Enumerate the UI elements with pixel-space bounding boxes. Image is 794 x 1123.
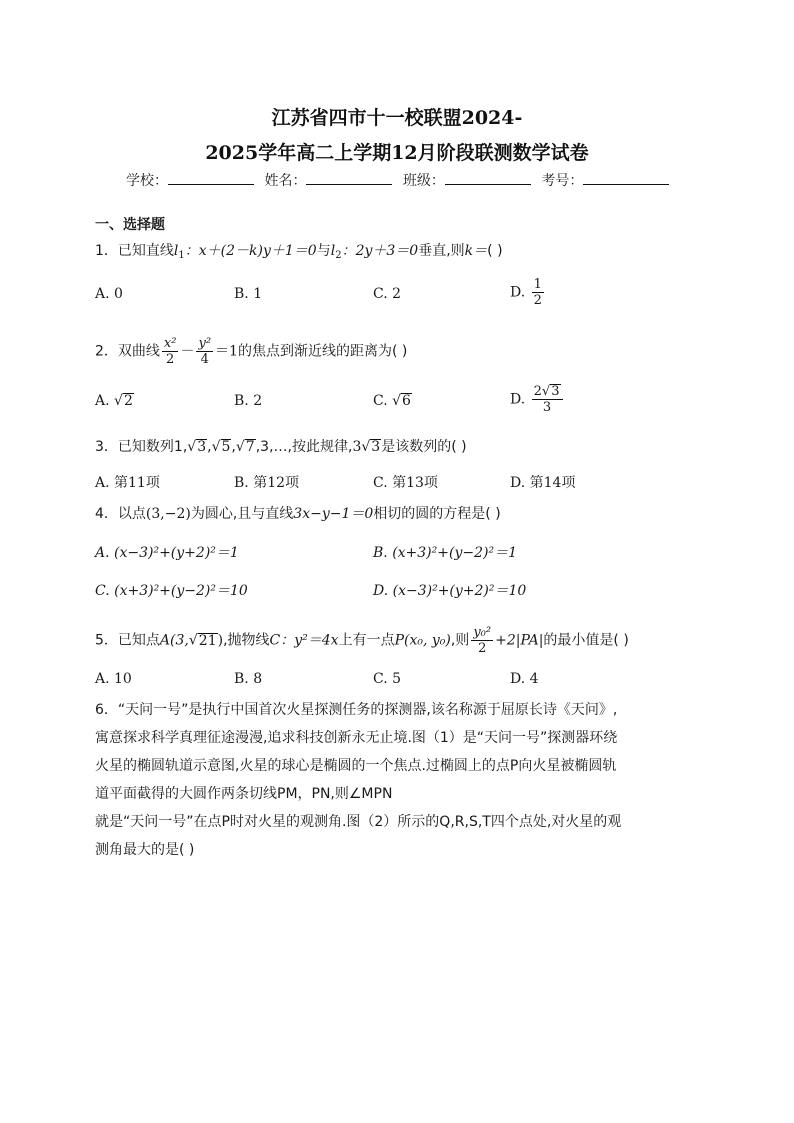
question-number: 4．	[95, 506, 118, 522]
coefficient: 2	[533, 384, 542, 399]
question-text: 已知数列1,	[117, 439, 188, 455]
math-symbol: l	[330, 243, 336, 259]
coefficient: 3	[352, 439, 362, 455]
question-text: 垂直,则	[418, 243, 465, 259]
radicand: 3	[197, 439, 207, 455]
q2-option-b[interactable]: B. 2	[234, 393, 263, 409]
option-letter: C.	[373, 393, 388, 409]
exam-title-line-2: 2025学年高二上学期12月阶段联测数学试卷	[205, 142, 589, 164]
math-equation: 3x−y−1＝0	[293, 506, 374, 522]
question-4	[95, 504, 705, 524]
fraction-denominator: 4	[200, 352, 209, 367]
q6-line-2: 寓意探求科学真理征途漫漫,追求科技创新永无止境.图（1）是“天问一号”探测器环绕	[95, 730, 618, 746]
math-point: A(3,	[159, 632, 189, 649]
q4-option-c[interactable]: C. (x+3)²+(y−2)²＝10	[95, 583, 248, 599]
option-letter: A.	[95, 393, 110, 409]
math-equation: ：x＋(2－k)y＋1＝0	[184, 243, 317, 259]
q5-option-c[interactable]: C. 5	[373, 671, 402, 687]
q3-option-b[interactable]: B. 第12项	[234, 475, 300, 491]
question-3: 3．已知数列1,√3,√5,√7,3,…,按此规律,3√3是该数列的( )	[95, 439, 467, 455]
name-blank[interactable]	[306, 170, 392, 185]
question-text: 与	[316, 243, 331, 259]
fraction-denominator: 2	[478, 641, 487, 656]
answer-bracket: ( )	[487, 243, 503, 259]
radicand: 3	[371, 439, 381, 455]
q6-line-6: 测角最大的是( )	[95, 842, 195, 858]
fraction-numerator: y₀²	[473, 625, 492, 640]
fraction-denominator: 3	[542, 400, 552, 415]
q5-option-b[interactable]: B. 8	[234, 671, 263, 687]
radicand: 5	[221, 439, 231, 455]
question-number: 1．	[95, 243, 118, 259]
q1-option-c[interactable]: C. 2	[373, 286, 402, 302]
question-text: 的焦点到渐近线的距离为( )	[237, 343, 408, 360]
question-5: 5．已知点A(3,√21),抛物线C：y²＝4x上有一点P(x₀, y₀),则 $\frac{\text{y₀²}}{2}$ +2|PA|的最小值是( )	[95, 625, 629, 656]
school-blank[interactable]	[168, 170, 254, 185]
q3-option-a[interactable]: A. 第11项	[95, 475, 160, 491]
q6-line-3: 火星的椭圆轨道示意图,火星的球心是椭圆的一个焦点.过椭圆上的点P向火星被椭圆轨	[95, 758, 617, 774]
fraction	[532, 384, 563, 415]
question-number: 5．	[95, 632, 118, 649]
radicand: 7	[245, 439, 255, 455]
q1-option-a[interactable]: A. 0	[95, 286, 123, 302]
q6-line-5: 就是“天问一号”在点P时对火星的观测角.图（2）所示的Q,R,S,T四个点处,对火星的观	[95, 814, 622, 830]
math-symbol: k＝	[464, 243, 488, 259]
question-text: 以点	[117, 506, 146, 522]
fraction	[532, 277, 544, 308]
math-equation: ：2y＋3＝0	[341, 243, 419, 259]
question-text: 上有一点	[338, 632, 395, 649]
class-label: 班级：	[402, 173, 445, 189]
name-label: 姓名：	[264, 173, 307, 189]
radicand: 21	[198, 632, 217, 649]
math-symbol: l	[173, 243, 179, 259]
math-subscript: 2	[335, 250, 342, 261]
math-expression: +2|PA|	[495, 632, 544, 649]
question-text: ,抛物线	[223, 632, 270, 649]
fraction-numerator: x²	[163, 336, 177, 351]
q4-option-a[interactable]: A. (x−3)²+(y+2)²＝1	[95, 545, 239, 561]
math-operator: －	[180, 343, 195, 360]
q2-option-d[interactable]	[510, 384, 565, 415]
question-text: 双曲线	[117, 343, 160, 360]
question-text: ,3,…,按此规律,	[255, 439, 353, 455]
math-bracket: )	[217, 632, 224, 649]
math-point: (3,−2)	[145, 506, 191, 522]
q3-option-d[interactable]: D. 第14项	[510, 475, 576, 491]
q5-option-d[interactable]: D. 4	[510, 671, 539, 687]
radicand: 6	[402, 393, 411, 409]
exam-title-line-1: 江苏省四市十一校联盟2024-	[271, 107, 523, 129]
fraction-denominator: 2	[533, 293, 542, 308]
fraction	[471, 625, 493, 656]
math-equation: ＝1	[215, 343, 238, 360]
student-info-row	[126, 170, 686, 190]
q3-option-c[interactable]: C. 第13项	[373, 475, 438, 491]
question-text: 的最小值是( )	[543, 632, 629, 649]
question-number: 2．	[95, 343, 118, 360]
radicand: 2	[123, 393, 133, 409]
q2-option-c[interactable]: C. √6	[373, 393, 411, 409]
math-point: P(x₀, y₀)	[394, 632, 451, 649]
fraction	[196, 336, 213, 367]
q6-line-1: 6．“天问一号”是执行中国首次火星探测任务的探测器,该名称源于屈原长诗《天问》,	[95, 702, 618, 718]
question-text: 为圆心,且与直线	[190, 506, 294, 522]
question-text: 相切的圆的方程是( )	[373, 506, 501, 522]
fraction-numerator: 2√3	[532, 384, 563, 400]
fraction-numerator: y²	[198, 336, 212, 351]
question-2	[95, 336, 705, 367]
question-text: ,则	[450, 632, 470, 649]
question-number: 3．	[95, 439, 118, 455]
number-label: 考号：	[541, 173, 584, 189]
section-title: 一、选择题	[95, 217, 165, 233]
math-equation: C：y²＝4x	[269, 632, 339, 649]
q1-option-b[interactable]: B. 1	[234, 286, 263, 302]
q4-option-d[interactable]: D. (x−3)²+(y+2)²＝10	[373, 583, 527, 599]
radicand: 3	[551, 384, 560, 399]
q6-line-4: 道平面截得的大圆作两条切线PM，PN,则∠MPN	[95, 786, 393, 802]
q1-option-d[interactable]	[510, 277, 546, 308]
fraction-numerator: 1	[533, 277, 542, 292]
q2-option-a[interactable]: A. √2	[95, 393, 133, 409]
fraction-denominator: 2	[166, 352, 175, 367]
q4-option-b[interactable]: B. (x+3)²+(y−2)²＝1	[373, 545, 517, 561]
fraction	[162, 336, 179, 367]
question-text: 是该数列的( )	[381, 439, 467, 455]
math-subscript: 1	[178, 250, 185, 261]
question-text: 已知点	[117, 632, 160, 649]
class-blank[interactable]	[445, 170, 531, 185]
number-blank[interactable]	[583, 170, 669, 185]
school-label: 学校：	[126, 173, 168, 189]
question-6	[95, 700, 707, 868]
option-letter: D.	[510, 391, 526, 408]
question-1	[95, 241, 705, 266]
q5-option-a[interactable]: A. 10	[95, 671, 132, 687]
question-text: 已知直线	[117, 243, 174, 259]
option-letter: D.	[510, 284, 526, 301]
